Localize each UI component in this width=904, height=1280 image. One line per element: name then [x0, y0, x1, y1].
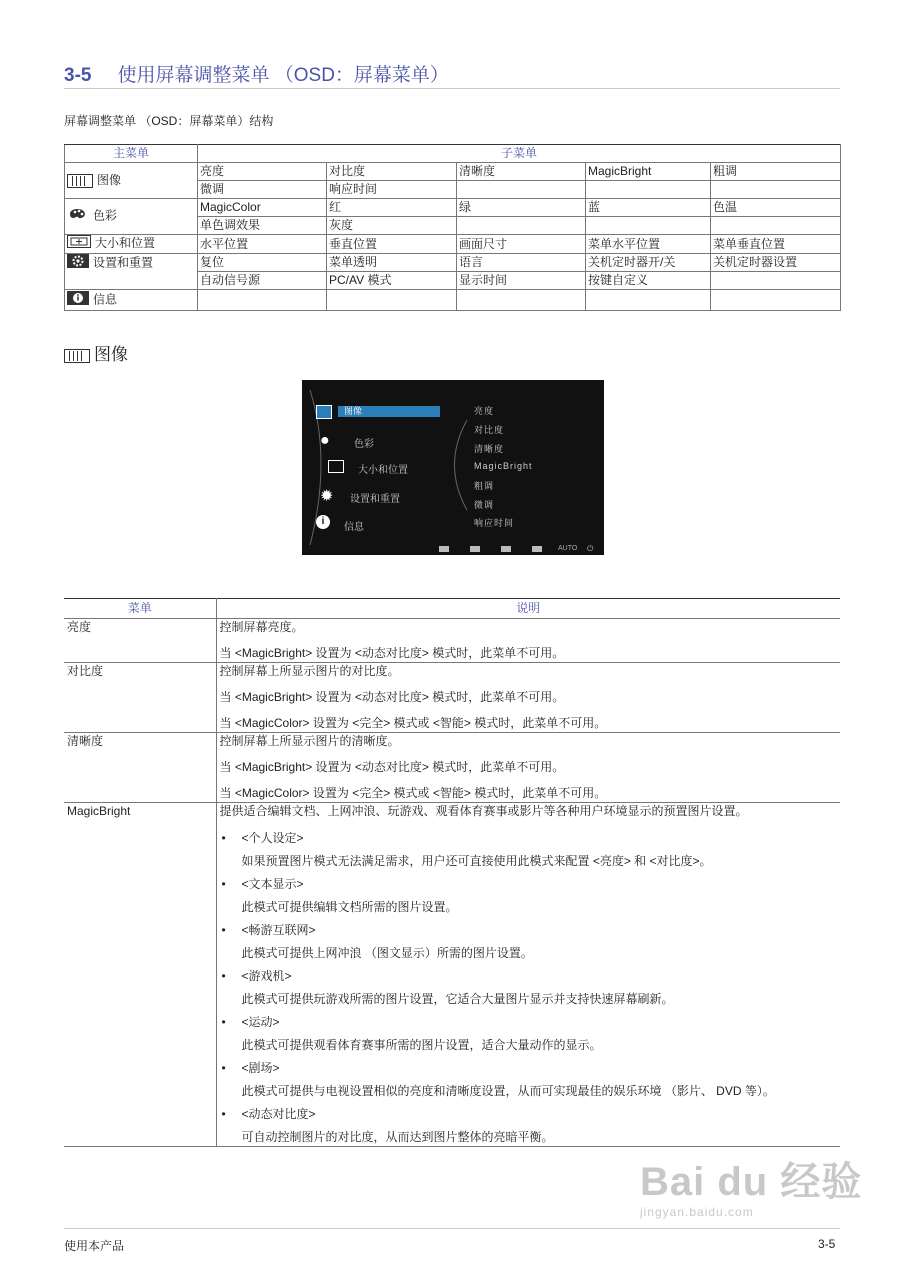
desc-line: 控制屏幕上所显示图片的清晰度。	[219, 734, 400, 748]
osd-sub-item: 响应时间	[474, 518, 515, 528]
sub-cell: 单色调效果	[198, 217, 327, 235]
info-icon	[67, 291, 89, 310]
sub-cell: 菜单水平位置	[586, 235, 711, 254]
sub-cell: 关机定时器开/关	[586, 254, 711, 272]
sub-cell: 响应时间	[327, 181, 457, 199]
sub-cell: 微调	[198, 181, 327, 199]
main-menu-color: 色彩	[65, 199, 198, 235]
osd-sub-item: 粗调	[474, 481, 495, 491]
list-item: • <动态对比度> 可自动控制图片的对比度，从而达到图片整体的亮暗平衡。	[221, 1107, 554, 1144]
sub-cell-empty	[711, 272, 841, 290]
list-item: • <文本显示> 此模式可提供编辑文档所需的图片设置。	[221, 877, 458, 914]
sub-cell-empty	[711, 290, 841, 311]
sub-cell: 垂直位置	[327, 235, 457, 254]
list-item: • <运动> 此模式可提供观看体育赛事所需的图片设置，适合大量动作的显示。	[221, 1015, 602, 1052]
menu-name: MagicBright	[64, 803, 216, 1147]
sub-cell-empty	[586, 290, 711, 311]
section-title	[64, 60, 449, 87]
menu-name: 亮度	[64, 619, 216, 663]
page-number: 3-5	[818, 1237, 836, 1251]
sub-cell: 亮度	[198, 163, 327, 181]
watermark: Bai du 经验 jingyan.baidu.com	[640, 1160, 863, 1219]
sub-cell: 蓝	[586, 199, 711, 217]
sub-cell-empty	[586, 181, 711, 199]
image-icon	[67, 174, 93, 188]
sub-cell-empty	[711, 181, 841, 199]
desc-line: 控制屏幕上所显示图片的对比度。	[219, 664, 400, 678]
menu-name: 清晰度	[64, 733, 216, 803]
desc-line: 当 <MagicColor> 设置为 <完全> 模式或 <智能> 模式时，此菜单不可用。	[219, 716, 607, 730]
structure-title: 屏幕调整菜单 （OSD：屏幕菜单）结构	[64, 114, 274, 128]
osd-sub-item: 清晰度	[474, 444, 505, 454]
sub-cell: MagicColor	[198, 199, 327, 217]
col-header-menu: 菜单	[64, 599, 216, 619]
footer-chapter: 使用本产品	[64, 1239, 125, 1253]
sub-cell: 对比度	[327, 163, 457, 181]
sub-cell: 自动信号源	[198, 272, 327, 290]
osd-auto-label: AUTO	[558, 545, 578, 552]
palette-icon	[67, 207, 89, 226]
main-menu-image: 图像	[65, 163, 198, 199]
sub-cell-empty	[327, 290, 457, 311]
list-item: • <个人设定> 如果预置图片模式无法满足需求，用户还可直接使用此模式来配置 <亮度> 和 <对比度>。	[221, 831, 712, 868]
sub-cell: 复位	[198, 254, 327, 272]
sub-cell: 语言	[457, 254, 586, 272]
main-menu-size-position: 大小和位置	[65, 235, 198, 254]
list-item: • <剧场> 此模式可提供与电视设置相似的亮度和清晰度设置，从而可实现最佳的娱乐环境 （影片、 DVD 等）。	[221, 1061, 775, 1098]
gear-icon	[67, 254, 89, 273]
osd-item-image: 图像	[338, 406, 440, 417]
sub-cell: 菜单透明	[327, 254, 457, 272]
table-row	[64, 663, 840, 733]
sub-cell: 红	[327, 199, 457, 217]
osd-image-icon	[316, 405, 332, 419]
title-divider	[64, 88, 840, 89]
osd-sub-item: 对比度	[474, 425, 505, 435]
section-number: 3-5	[64, 65, 92, 86]
section-title-text: 使用屏幕调整菜单 （OSD：屏幕菜单）	[117, 65, 449, 86]
main-menu-info: 信息	[65, 290, 198, 311]
osd-menu-button-icon	[439, 546, 449, 552]
menu-name: 对比度	[64, 663, 216, 733]
sub-cell-empty	[711, 217, 841, 235]
osd-item-size: 大小和位置	[358, 465, 408, 476]
menu-structure-table	[64, 144, 841, 311]
size-position-icon	[67, 235, 91, 253]
sub-cell: 绿	[457, 199, 586, 217]
osd-down-button-icon	[470, 546, 480, 552]
col-header-sub: 子菜单	[198, 145, 841, 163]
sub-cell-empty	[457, 181, 586, 199]
list-item: • <游戏机> 此模式可提供玩游戏所需的图片设置，它适合大量图片显示并支持快速屏幕刷新。	[221, 969, 674, 1006]
osd-gear-icon: ✹	[320, 488, 334, 505]
sub-cell: 水平位置	[198, 235, 327, 254]
osd-screenshot	[302, 380, 604, 555]
image-heading: 图像	[64, 340, 128, 365]
table-row	[64, 619, 840, 663]
osd-enter-button-icon	[532, 546, 542, 552]
sub-cell: 菜单垂直位置	[711, 235, 841, 254]
sub-cell: 色温	[711, 199, 841, 217]
osd-sub-item: 微调	[474, 500, 495, 510]
sub-cell: 按键自定义	[586, 272, 711, 290]
sub-cell-empty	[457, 290, 586, 311]
list-item: • <畅游互联网> 此模式可提供上网冲浪 （图文显示）所需的图片设置。	[221, 923, 533, 960]
table-row	[64, 803, 840, 1147]
desc-line: 当 <MagicBright> 设置为 <动态对比度> 模式时，此菜单不可用。	[219, 760, 565, 774]
sub-cell: 粗调	[711, 163, 841, 181]
sub-cell: 清晰度	[457, 163, 586, 181]
footer-divider	[64, 1228, 840, 1229]
desc-line: 当 <MagicColor> 设置为 <完全> 模式或 <智能> 模式时，此菜单不可用。	[219, 786, 607, 800]
description-table	[64, 598, 840, 1147]
desc-line: 当 <MagicBright> 设置为 <动态对比度> 模式时，此菜单不可用。	[219, 690, 565, 704]
desc-line: 控制屏幕亮度。	[219, 620, 304, 634]
osd-item-setup: 设置和重置	[350, 494, 400, 505]
osd-info-icon: i	[316, 515, 330, 529]
osd-sub-item: MagicBright	[474, 461, 533, 471]
table-row	[64, 733, 840, 803]
sub-cell-empty	[586, 217, 711, 235]
main-menu-setup-reset: 设置和重置	[65, 254, 198, 290]
osd-up-button-icon	[501, 546, 511, 552]
sub-cell: PC/AV 模式	[327, 272, 457, 290]
osd-size-icon	[328, 460, 344, 473]
sub-cell-empty	[457, 217, 586, 235]
osd-sub-item: 亮度	[474, 406, 495, 416]
col-header-desc: 说明	[216, 599, 840, 619]
sub-cell-empty	[198, 290, 327, 311]
desc-line: 提供适合编辑文档、上网冲浪、玩游戏、观看体育赛事或影片等各种用户环境显示的预置图片设置。	[219, 804, 748, 818]
sub-cell: 灰度	[327, 217, 457, 235]
osd-item-color: 色彩	[354, 439, 374, 450]
osd-item-info: 信息	[344, 522, 364, 533]
sub-cell: 关机定时器设置	[711, 254, 841, 272]
sub-cell: MagicBright	[586, 163, 711, 181]
image-icon	[64, 349, 90, 363]
col-header-main: 主菜单	[65, 145, 198, 163]
desc-line: 当 <MagicBright> 设置为 <动态对比度> 模式时，此菜单不可用。	[219, 646, 565, 660]
osd-power-icon: ⏻	[587, 544, 594, 553]
sub-cell: 画面尺寸	[457, 235, 586, 254]
sub-cell: 显示时间	[457, 272, 586, 290]
osd-palette-icon: ●	[320, 432, 330, 449]
